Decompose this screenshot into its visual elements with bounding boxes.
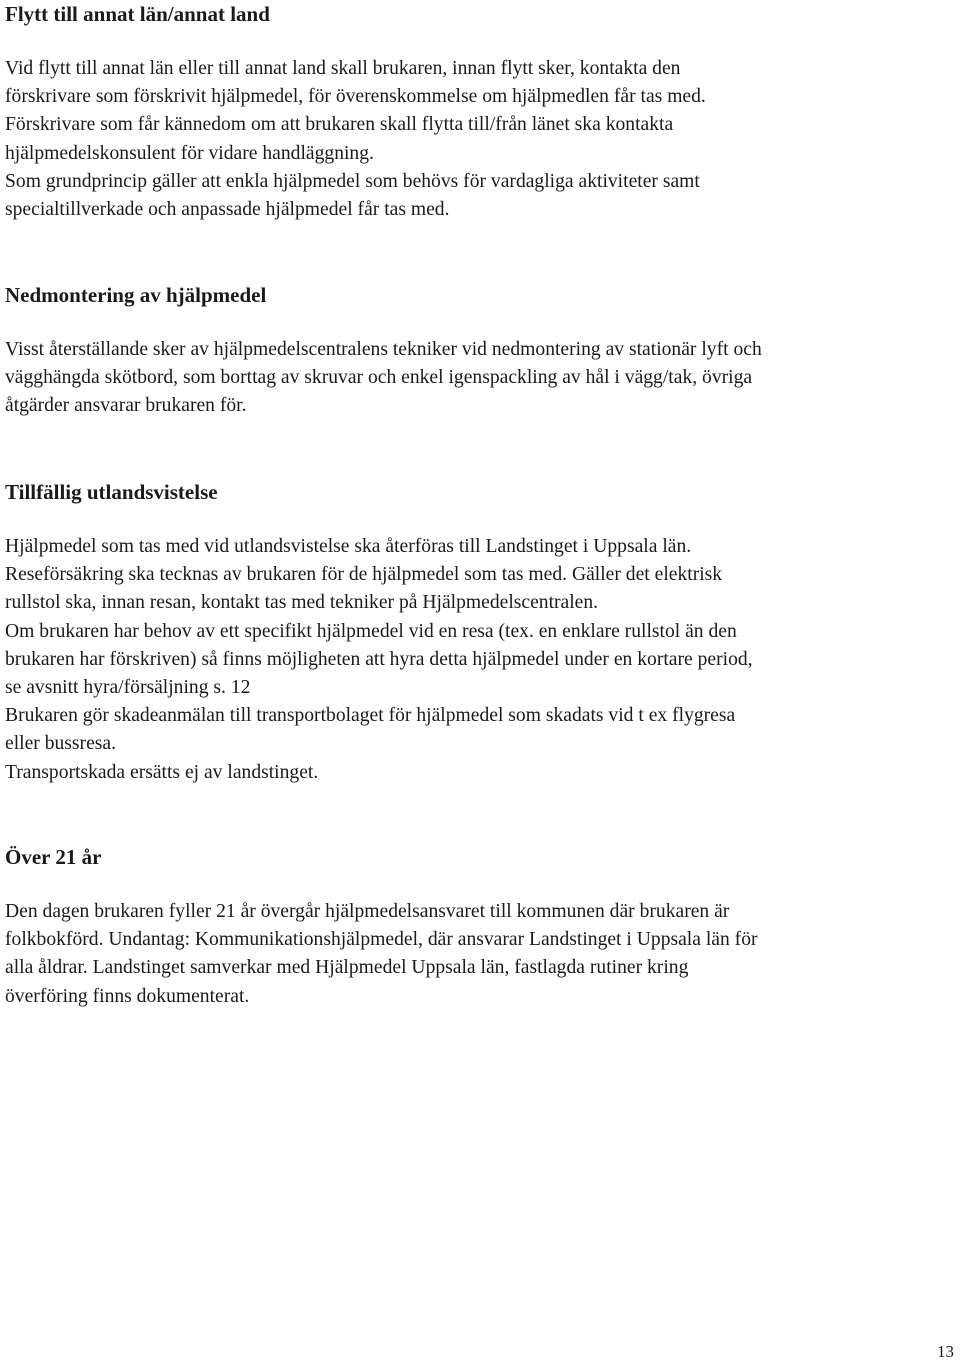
text-line: Hjälpmedel som tas med vid utlandsvistelse ska återföras till Landstinget i Uppsala län. [5,536,692,557]
paragraph-flytt [5,55,955,224]
text-line: Förskrivare som får kännedom om att brukaren skall flytta till/från länet ska kontakta [5,114,674,136]
text-line: Vid flytt till annat län eller till annat land skall brukaren, innan flytt sker, kontakta den [5,58,681,79]
section-heading-nedmontering: Nedmontering av hjälpmedel [5,283,267,307]
text-line: Reseförsäkring ska tecknas av brukaren för de hjälpmedel som tas med. Gäller det elektrisk [5,564,723,586]
paragraph-over-21 [5,898,955,1011]
text-line: Som grundprincip gäller att enkla hjälpmedel som behövs för vardagliga aktiviteter samt [5,170,700,192]
section-heading-utlandsvistelse: Tillfällig utlandsvistelse [5,480,218,504]
text-line: Visst återställande sker av hjälpmedelscentralens tekniker vid nedmontering av stationär lyft och [5,339,762,360]
text-line: alla åldrar. Landstinget samverkar med Hjälpmedel Uppsala län, fastlagda rutiner kring [5,957,689,979]
text-line: eller bussresa. [5,733,116,755]
section-heading-over-21: Över 21 år [5,845,102,869]
text-line: specialtillverkade och anpassade hjälpmedel får tas med. [5,199,450,221]
text-line: brukaren har förskriven) så finns möjligheten att hyra detta hjälpmedel under en kortare period, [5,648,753,670]
text-line: folkbokförd. Undantag: Kommunikationshjälpmedel, där ansvarar Landstinget i Uppsala län för [5,929,758,951]
text-line: se avsnitt hyra/försäljning s. 12 [5,677,251,699]
paragraph-utlandsvistelse [5,533,955,787]
text-line: Brukaren gör skadeanmälan till transportbolaget för hjälpmedel som skadats vid t ex flygresa [5,705,736,727]
text-line: hjälpmedelskonsulent för vidare handläggning. [5,142,374,164]
section-heading-flytt: Flytt till annat län/annat land [5,2,270,26]
page-number: 13 [937,1342,954,1361]
paragraph-nedmontering [5,336,955,421]
text-line: Om brukaren har behov av ett specifikt hjälpmedel vid en resa (tex. en enklare rullstol än den [5,620,737,642]
text-line: Den dagen brukaren fyller 21 år övergår hjälpmedelsansvaret till kommunen där brukaren är [5,901,730,922]
text-line: överföring finns dokumenterat. [5,985,250,1007]
text-line: åtgärder ansvarar brukaren för. [5,395,247,417]
text-line: vägghängda skötbord, som borttag av skruvar och enkel igenspackling av hål i vägg/tak, övriga [5,367,753,389]
text-line: förskrivare som förskrivit hjälpmedel, för överenskommelse om hjälpmedlen får tas med. [5,86,706,108]
text-line: Transportskada ersätts ej av landstinget. [5,761,319,783]
text-line: rullstol ska, innan resan, kontakt tas med tekniker på Hjälpmedelscentralen. [5,592,599,614]
